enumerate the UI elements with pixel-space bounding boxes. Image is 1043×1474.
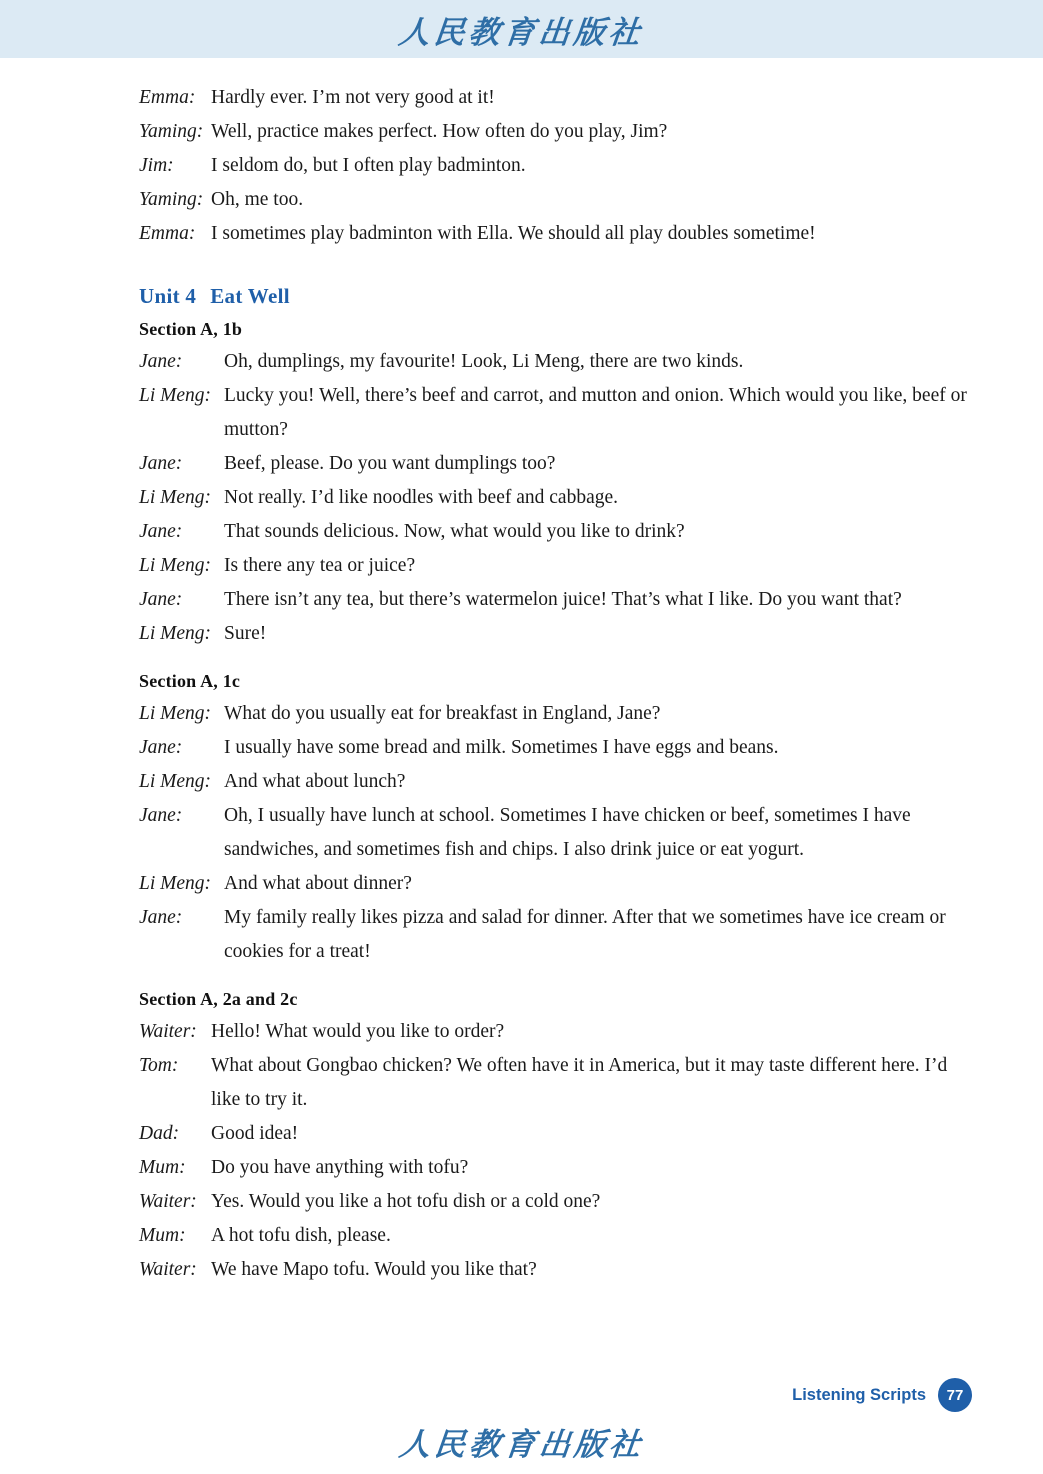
speaker-label: Li Meng: bbox=[139, 555, 212, 576]
publisher-logo-header: 人民教育出版社 bbox=[396, 14, 646, 50]
dialogue-line bbox=[139, 345, 969, 379]
dialogue-block-continued bbox=[139, 81, 969, 251]
dialogue-line bbox=[139, 697, 969, 731]
speaker-utterance: There isn’t any tea, but there’s watermelon juice! That’s what I like. Do you want that? bbox=[224, 589, 902, 610]
page-header-band bbox=[0, 0, 1043, 58]
speaker-label: Jane: bbox=[139, 589, 183, 610]
speaker-label: Jane: bbox=[139, 351, 183, 372]
dialogue-line bbox=[139, 217, 969, 251]
speaker-label: Dad: bbox=[139, 1123, 180, 1144]
speaker-utterance: Hello! What would you like to order? bbox=[211, 1021, 505, 1042]
speaker-utterance: Hardly ever. I’m not very good at it! bbox=[211, 87, 495, 108]
speaker-utterance: I seldom do, but I often play badminton. bbox=[211, 155, 526, 176]
page-body bbox=[0, 58, 1043, 1474]
speaker-label: Waiter: bbox=[139, 1021, 197, 1042]
page-number-badge: 77 bbox=[938, 1378, 972, 1412]
speaker-label: Waiter: bbox=[139, 1191, 197, 1212]
dialogue-line bbox=[139, 1219, 969, 1253]
dialogue-line bbox=[139, 1151, 969, 1185]
speaker-utterance: A hot tofu dish, please. bbox=[211, 1225, 391, 1246]
dialogue-block-2a-2c bbox=[139, 1015, 969, 1287]
speaker-utterance: That sounds delicious. Now, what would you like to drink? bbox=[224, 521, 685, 542]
dialogue-line bbox=[139, 1049, 969, 1117]
spacer bbox=[139, 969, 969, 983]
dialogue-line bbox=[139, 1015, 969, 1049]
speaker-utterance: What about Gongbao chicken? We often have it in America, but it may taste different here. I’d like to try it. bbox=[211, 1055, 948, 1110]
dialogue-line bbox=[139, 115, 969, 149]
speaker-utterance: I usually have some bread and milk. Sometimes I have eggs and beans. bbox=[224, 737, 779, 758]
speaker-label: Li Meng: bbox=[139, 771, 212, 792]
speaker-label: Li Meng: bbox=[139, 873, 212, 894]
speaker-utterance: And what about lunch? bbox=[224, 771, 406, 792]
speaker-label: Jim: bbox=[139, 155, 174, 176]
speaker-utterance: Well, practice makes perfect. How often do you play, Jim? bbox=[211, 121, 668, 142]
section-heading: Section A, 2a and 2c bbox=[139, 989, 298, 1009]
dialogue-line bbox=[139, 1253, 969, 1287]
speaker-utterance: Sure! bbox=[224, 623, 267, 644]
dialogue-line bbox=[139, 379, 969, 447]
speaker-utterance: My family really likes pizza and salad for dinner. After that we sometimes have ice cream or cookies for a treat! bbox=[224, 907, 946, 962]
dialogue-line bbox=[139, 149, 969, 183]
speaker-label: Mum: bbox=[139, 1225, 186, 1246]
unit-heading bbox=[139, 279, 969, 313]
speaker-utterance: Is there any tea or juice? bbox=[224, 555, 416, 576]
dialogue-line bbox=[139, 81, 969, 115]
dialogue-line bbox=[139, 549, 969, 583]
dialogue-line bbox=[139, 617, 969, 651]
dialogue-line bbox=[139, 583, 969, 617]
publisher-logo-footer: 人民教育出版社 bbox=[396, 1427, 646, 1462]
speaker-label: Li Meng: bbox=[139, 623, 212, 644]
dialogue-line bbox=[139, 867, 969, 901]
speaker-utterance: We have Mapo tofu. Would you like that? bbox=[211, 1259, 537, 1280]
speaker-label: Yaming: bbox=[139, 189, 204, 210]
speaker-label: Jane: bbox=[139, 907, 183, 928]
dialogue-line bbox=[139, 515, 969, 549]
speaker-utterance: Beef, please. Do you want dumplings too? bbox=[224, 453, 556, 474]
spacer bbox=[139, 651, 969, 665]
dialogue-block-1c bbox=[139, 697, 969, 969]
speaker-utterance: Do you have anything with tofu? bbox=[211, 1157, 469, 1178]
section-heading: Section A, 1b bbox=[139, 319, 243, 339]
dialogue-line bbox=[139, 765, 969, 799]
speaker-label: Li Meng: bbox=[139, 385, 212, 406]
footer-page-marker bbox=[792, 1378, 972, 1412]
dialogue-line bbox=[139, 799, 969, 867]
dialogue-line bbox=[139, 1185, 969, 1219]
speaker-label: Emma: bbox=[139, 87, 196, 108]
page-footer bbox=[0, 1354, 1043, 1474]
spacer bbox=[139, 251, 969, 279]
speaker-utterance: Yes. Would you like a hot tofu dish or a cold one? bbox=[211, 1191, 601, 1212]
speaker-utterance: Oh, dumplings, my favourite! Look, Li Meng, there are two kinds. bbox=[224, 351, 744, 372]
speaker-utterance: And what about dinner? bbox=[224, 873, 412, 894]
speaker-utterance: Good idea! bbox=[211, 1123, 299, 1144]
speaker-label: Jane: bbox=[139, 453, 183, 474]
dialogue-line bbox=[139, 183, 969, 217]
listening-scripts-content bbox=[139, 81, 969, 1287]
speaker-label: Tom: bbox=[139, 1055, 179, 1076]
speaker-label: Mum: bbox=[139, 1157, 186, 1178]
speaker-label: Jane: bbox=[139, 521, 183, 542]
speaker-utterance: What do you usually eat for breakfast in England, Jane? bbox=[224, 703, 661, 724]
dialogue-line bbox=[139, 447, 969, 481]
dialogue-line bbox=[139, 1117, 969, 1151]
speaker-utterance: Oh, I usually have lunch at school. Sometimes I have chicken or beef, sometimes I have sandwiches, and sometimes fish and chips. I also drink juice or eat yogurt. bbox=[224, 805, 911, 860]
speaker-label: Waiter: bbox=[139, 1259, 197, 1280]
speaker-utterance: Lucky you! Well, there’s beef and carrot, and mutton and onion. Which would you like, beef or mutton? bbox=[224, 385, 967, 440]
speaker-utterance: I sometimes play badminton with Ella. We should all play doubles sometime! bbox=[211, 223, 816, 244]
speaker-label: Li Meng: bbox=[139, 487, 212, 508]
dialogue-line bbox=[139, 731, 969, 765]
dialogue-line bbox=[139, 901, 969, 969]
speaker-utterance: Oh, me too. bbox=[211, 189, 304, 210]
footer-section-label: Listening Scripts bbox=[792, 1385, 926, 1404]
speaker-label: Emma: bbox=[139, 223, 196, 244]
speaker-label: Jane: bbox=[139, 737, 183, 758]
speaker-label: Yaming: bbox=[139, 121, 204, 142]
unit-title: Eat Well bbox=[210, 284, 290, 308]
unit-number: Unit 4 bbox=[139, 284, 197, 308]
dialogue-line bbox=[139, 481, 969, 515]
section-heading: Section A, 1c bbox=[139, 671, 241, 691]
dialogue-block-1b bbox=[139, 345, 969, 651]
speaker-utterance: Not really. I’d like noodles with beef and cabbage. bbox=[224, 487, 619, 508]
speaker-label: Li Meng: bbox=[139, 703, 212, 724]
speaker-label: Jane: bbox=[139, 805, 183, 826]
